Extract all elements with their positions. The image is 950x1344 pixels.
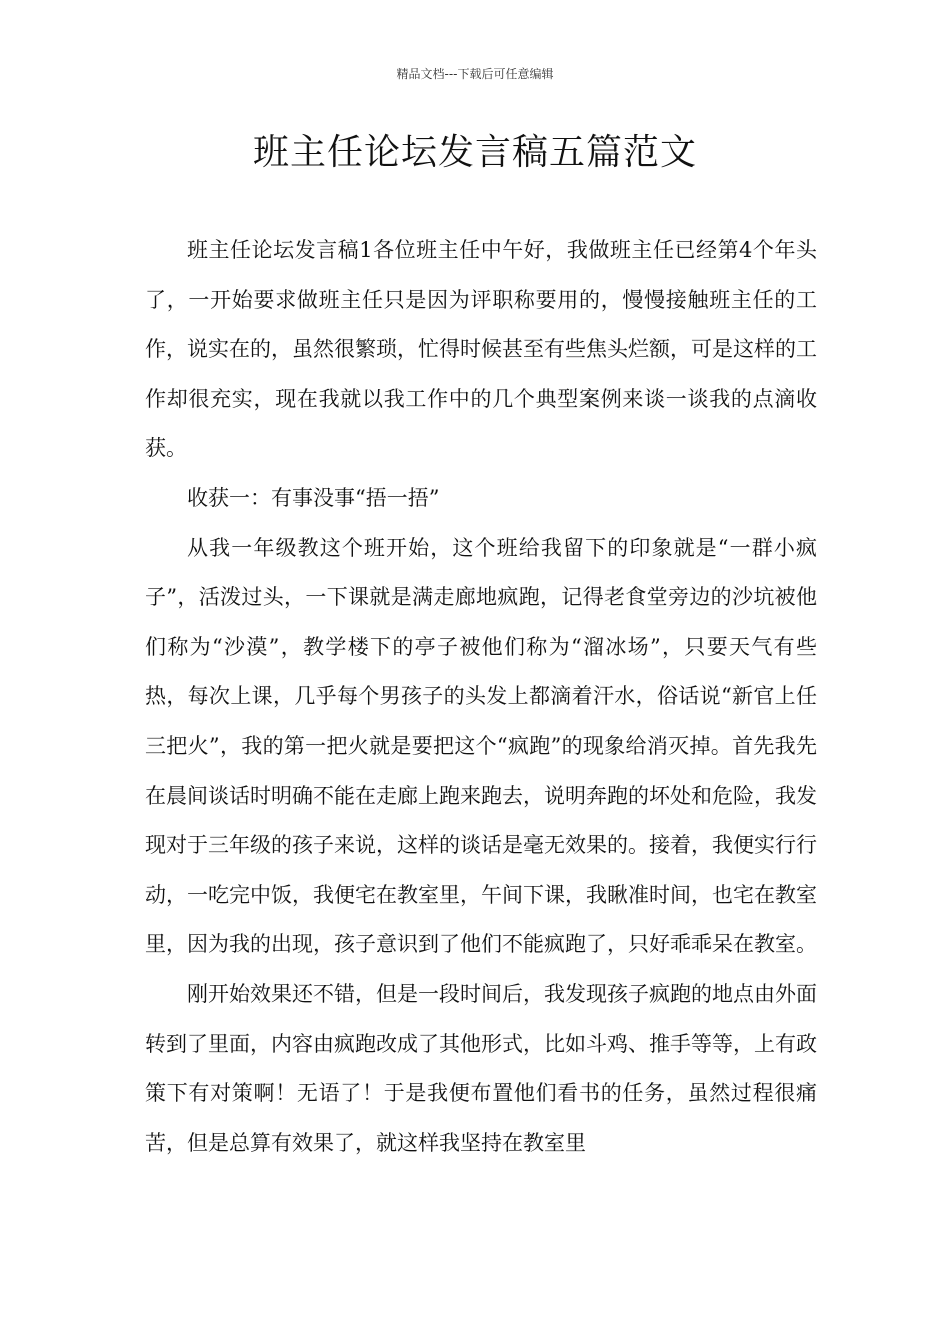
paragraph: 从我一年级教这个班开始，这个班给我留下的印象就是“一群小疯子”，活泼过头，一下课就是满走廊地疯跑，记得老食堂旁边的沙坑被他们称为“沙漠”，教学楼下的亭子被他们称为“溜冰场”，只要天气有些热，每次上课，几乎每个男孩子的头发上都滴着汗水，俗话说“新官上任三把火”，我的第一把火就是要把这个“疯跑”的现象给消灭掉。首先我先在晨间谈话时明确不能在走廊上跑来跑去，说明奔跑的坏处和危险，我发现对于三年级的孩子来说，这样的谈话是毫无效果的。接着，我便实行行动，一吃完中饭，我便宅在教室里，午间下课，我瞅准时间，也宅在教室里，因为我的出现，孩子意识到了他们不能疯跑了，只好乖乖呆在教室。 (145, 535, 817, 957)
paragraph: 刚开始效果还不错，但是一段时间后，我发现孩子疯跑的地点由外面转到了里面，内容由疯跑改成了其他形式，比如斗鸡、推手等等，上有政策下有对策啊！无语了！于是我便布置他们看书的任务，虽然过程很痛苦，但是总算有效果了，就这样我坚持在教室里 (145, 981, 817, 1155)
document-title: 班主任论坛发言稿五篇范文 (252, 132, 697, 173)
paragraph: 收获一：有事没事“捂一捂” (187, 485, 440, 510)
page-header: 精品文档---下载后可任意编辑 (396, 67, 554, 81)
paragraph: 班主任论坛发言稿1各位班主任中午好，我做班主任已经第4个年头了，一开始要求做班主任只是因为评职称要用的，慢慢接触班主任的工作，说实在的，虽然很繁琐，忙得时候甚至有些焦头烂额，可是这样的工作却很充实，现在我就以我工作中的几个典型案例来谈一谈我的点滴收获。 (145, 238, 817, 461)
document-body (145, 226, 817, 1168)
